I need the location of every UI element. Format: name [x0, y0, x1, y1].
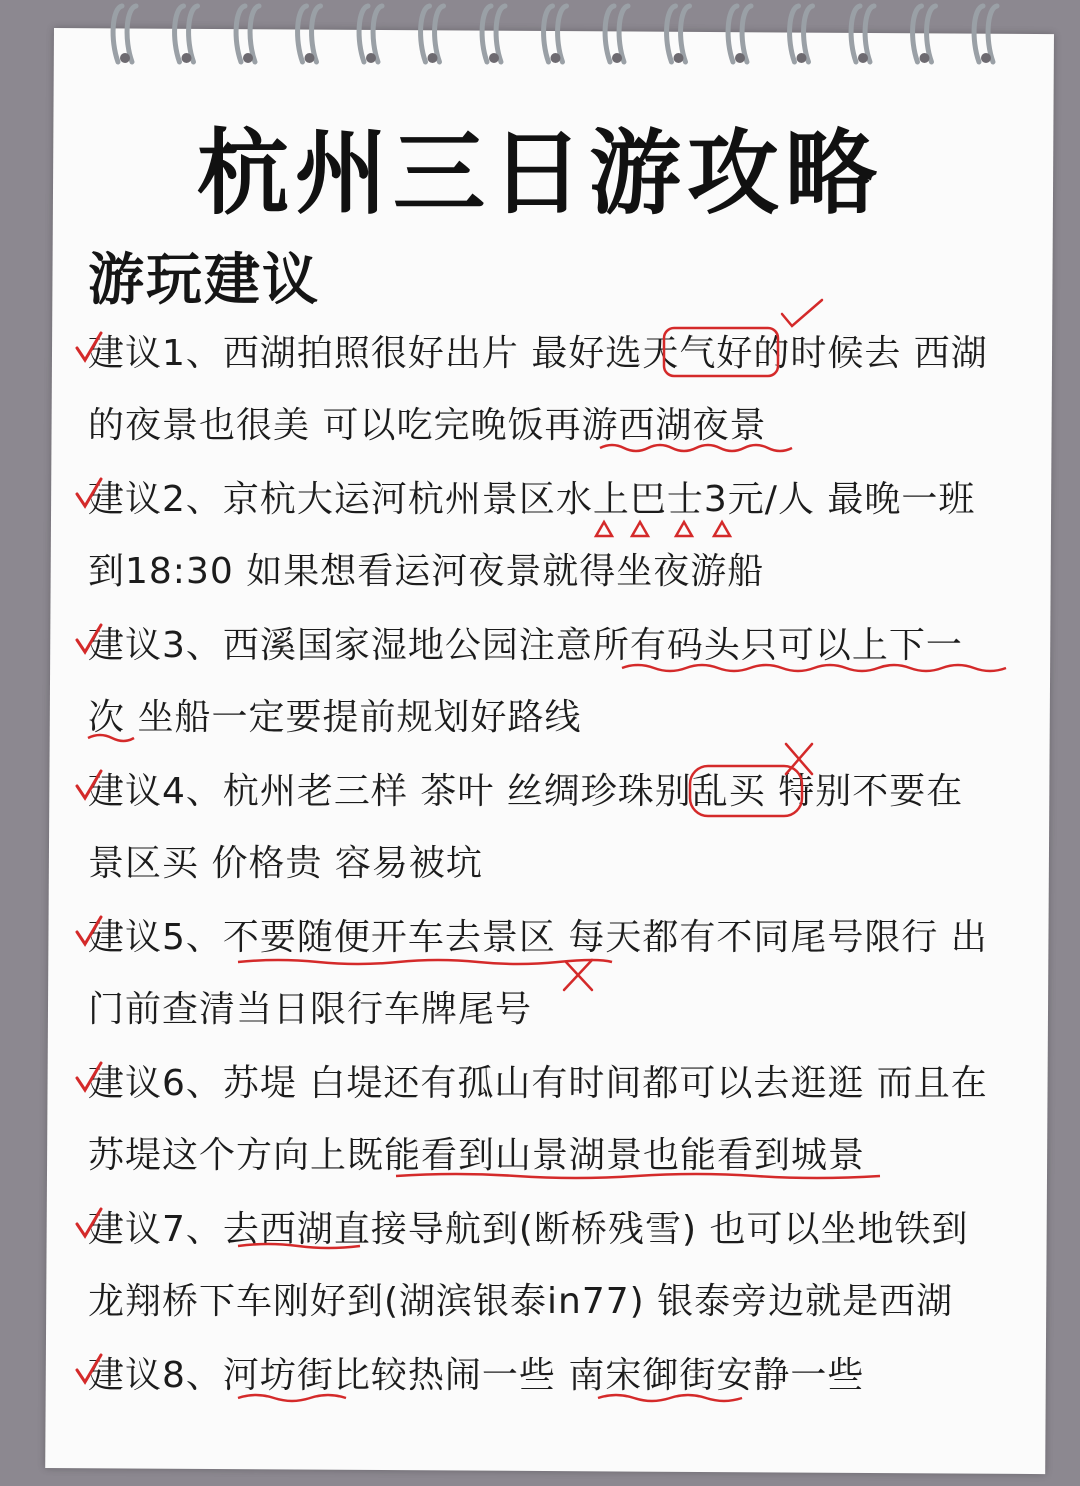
tip-line: 建议6、苏堤 白堤还有孤山有时间都可以去逛逛 而且在 — [88, 1063, 988, 1104]
section-heading: 游玩建议 — [88, 248, 320, 313]
tip-line: 建议1、西湖拍照很好出片 最好选天气好的时候去 西湖 — [88, 333, 988, 374]
tip-line: 次 坐船一定要提前规划好路线 — [88, 697, 582, 738]
tip-item — [88, 318, 1028, 464]
check-icon — [74, 622, 104, 656]
tip-line: 建议8、河坊街比较热闹一些 南宋御街安静一些 — [88, 1355, 865, 1396]
check-icon — [74, 476, 104, 510]
tip-item — [88, 902, 1028, 1048]
tip-item — [88, 1340, 1028, 1486]
tip-item — [88, 1048, 1028, 1194]
tip-line: 门前查清当日限行车牌尾号 — [88, 989, 533, 1030]
tip-line: 龙翔桥下车刚好到(湖滨银泰in77) 银泰旁边就是西湖 — [88, 1281, 954, 1322]
tip-item — [88, 756, 1028, 902]
tip-line: 苏堤这个方向上既能看到山景湖景也能看到城景 — [88, 1135, 866, 1176]
check-icon — [74, 768, 104, 802]
check-icon — [74, 1060, 104, 1094]
check-icon — [74, 1352, 104, 1386]
check-icon — [74, 1206, 104, 1240]
tip-item — [88, 1194, 1028, 1340]
check-icon — [74, 914, 104, 948]
tip-line: 到18:30 如果想看运河夜景就得坐夜游船 — [88, 551, 765, 592]
check-icon — [74, 330, 104, 364]
tip-line: 建议5、不要随便开车去景区 每天都有不同尾号限行 出 — [88, 917, 988, 958]
tip-line: 的夜景也很美 可以吃完晚饭再游西湖夜景 — [88, 405, 767, 446]
tip-line: 建议2、京杭大运河杭州景区水上巴士3元/人 最晚一班 — [88, 479, 976, 520]
tip-line — [88, 1412, 1028, 1484]
page-title: 杭州三日游攻略 — [196, 120, 883, 227]
tip-line: 建议7、去西湖直接导航到(断桥残雪) 也可以坐地铁到 — [88, 1209, 969, 1250]
tip-line: 建议4、杭州老三样 茶叶 丝绸珍珠别乱买 特别不要在 — [88, 771, 964, 812]
tip-item — [88, 464, 1028, 610]
tips-list — [88, 318, 1028, 1486]
tip-item — [88, 610, 1028, 756]
tip-line: 景区买 价格贵 容易被坑 — [88, 843, 483, 884]
tip-line: 建议3、西溪国家湿地公园注意所有码头只可以上下一 — [88, 625, 963, 666]
